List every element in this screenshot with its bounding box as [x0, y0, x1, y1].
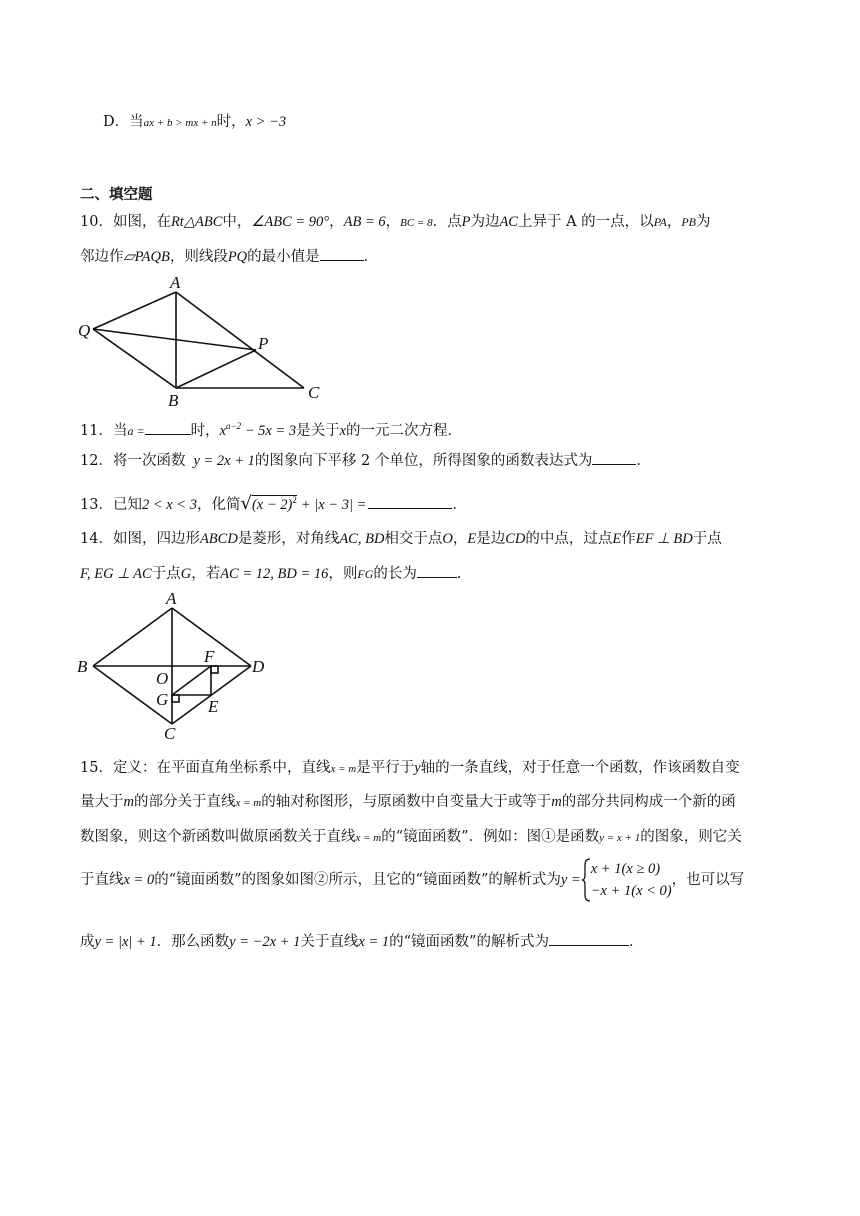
q15-text: 的轴对称图形，与原函数中自变量大于或等于 — [261, 794, 552, 810]
q13-text: ． — [452, 496, 467, 513]
label-b: B — [77, 657, 88, 676]
q10-text: ， — [329, 214, 344, 230]
q10-text: 如图，在 — [112, 214, 171, 230]
section-title: 二、填空题 — [80, 186, 153, 203]
q15-answer-blank[interactable] — [549, 931, 629, 946]
q14-line1 — [80, 529, 722, 549]
q14-text: ，则 — [328, 566, 358, 582]
option-d-label: D．当 — [103, 114, 144, 130]
q14-cd: CD — [505, 531, 526, 547]
q14-ef-perp: EF ⊥ BD — [635, 531, 693, 547]
q10-line1 — [80, 212, 710, 233]
q15-text: 于直线 — [80, 872, 124, 888]
label-q: Q — [78, 321, 91, 340]
q14-text: 于点 — [692, 531, 722, 547]
q15-cases — [591, 858, 672, 902]
q10-text: ， — [385, 214, 401, 230]
q15-case1: x + 1(x ≥ 0) — [590, 861, 661, 877]
left-brace-icon — [581, 856, 591, 904]
q11-x: x — [219, 422, 226, 439]
q14-figure — [76, 588, 276, 742]
q15-text: 是平行于 — [356, 760, 415, 776]
q15-x0: x = 0 — [123, 872, 155, 888]
q10-text: 为边 — [470, 214, 500, 230]
q14-text: 于点 — [151, 566, 181, 582]
q10-line2 — [80, 246, 378, 267]
q15-line1 — [80, 758, 740, 779]
q10-answer-blank[interactable] — [320, 246, 364, 261]
q14-abcd: ABCD — [199, 531, 238, 547]
q11-exponent: a−2 — [226, 421, 242, 431]
q13-answer-blank[interactable] — [368, 494, 452, 509]
right-angle-f — [211, 666, 218, 673]
q10-pa: PA — [653, 215, 667, 229]
label-b: B — [168, 391, 179, 410]
q14-text: ，若 — [191, 566, 221, 582]
q10-figure — [76, 272, 332, 410]
q15-text: ．那么函数 — [156, 934, 230, 950]
label-a: A — [170, 273, 181, 292]
q11-line — [80, 416, 462, 441]
label-o: O — [156, 669, 169, 688]
label-e: E — [208, 697, 219, 716]
q15-line4 — [80, 856, 744, 904]
q15-abs-function: y = |x| + 1 — [94, 934, 157, 950]
q15-text: ． — [628, 934, 644, 950]
q12-text: 的图象向下平移 2 个单位，所得图象的函数表达式为 — [254, 453, 593, 469]
q12-text: 12．将一次函数 — [80, 453, 186, 469]
label-p: P — [258, 334, 269, 353]
option-d-mid: 时， — [216, 114, 246, 130]
q11-text: 的一元二次方程． — [346, 422, 463, 439]
q10-text: ，则线段 — [169, 249, 228, 265]
q15-text: 15．定义：在平面直角坐标系中，直线 — [80, 760, 331, 776]
q13-radicand: $(x - 2)^2$ — [251, 495, 297, 513]
q10-number: 10． — [80, 214, 113, 230]
sqrt-icon: √ — [240, 492, 252, 514]
q12-function: y = 2x + 1 — [193, 453, 255, 469]
q15-text: 量大于 — [80, 794, 124, 810]
q10-text: 为 — [695, 214, 711, 230]
q10-text: 的最小值是 — [247, 249, 320, 265]
q14-text: 作 — [621, 531, 636, 547]
q15-y-equals: y = — [560, 872, 581, 888]
option-d-expr: ax + b > mx + n — [143, 117, 217, 129]
q11-a: a = — [127, 423, 145, 438]
option-d — [103, 112, 286, 133]
q15-xm: x = m — [235, 797, 262, 809]
q14-diagonals: AC, BD — [339, 531, 385, 547]
q15-xm: x = m — [330, 763, 357, 775]
q10-pb: PB — [681, 215, 696, 229]
q15-text: 的图象，则它关 — [640, 829, 742, 845]
q10-p: P — [461, 214, 471, 230]
q14-o: O — [442, 531, 453, 547]
q15-text: 轴的一条直线，对于任意一个函数，作该函数自变 — [420, 760, 740, 776]
q13-text: ，化简 — [196, 496, 241, 513]
right-angle-g — [172, 695, 179, 702]
q12-answer-blank[interactable] — [592, 450, 636, 465]
q10-text: ．点 — [432, 214, 462, 230]
q15-example-function: y = x + 1 — [599, 832, 641, 844]
q15-x1: x = 1 — [358, 934, 390, 950]
q14-text: 是边 — [476, 531, 506, 547]
label-f: F — [204, 647, 215, 666]
q14-answer-blank[interactable] — [417, 563, 457, 578]
q10-cond-ab: AB = 6 — [343, 214, 386, 230]
q10-cond-angle: ∠ABC = 90° — [251, 214, 330, 230]
q14-text: ， — [452, 531, 468, 547]
q15-text: 数图象，则这个新函数叫做原函数关于直线 — [80, 829, 356, 845]
segment-fg — [172, 666, 211, 695]
q12-text: ． — [636, 453, 651, 469]
label-d: D — [252, 657, 265, 676]
q10-text: ， — [666, 214, 682, 230]
segment-bp — [176, 350, 256, 388]
q14-text: 相交于点 — [384, 531, 443, 547]
segment-qa — [93, 292, 176, 329]
q10-text: 中， — [222, 214, 252, 230]
q14-text: 的长为 — [373, 566, 417, 582]
q15-line3 — [80, 827, 742, 848]
option-d-result: x > −3 — [245, 114, 287, 130]
q14-text: 的中点，过点 — [525, 531, 613, 547]
q14-text: 14．如图，四边形 — [80, 531, 200, 547]
q13-condition: 2 < x < 3 — [141, 496, 197, 513]
q15-text: 的“镜面函数”的图象如图②所示，且它的“镜面函数”的解析式为 — [154, 872, 561, 888]
label-a: A — [166, 589, 177, 608]
q15-line5 — [80, 931, 643, 952]
q10-triangle: Rt△ABC — [170, 214, 223, 230]
q15-y: y — [414, 760, 421, 776]
q14-values: AC = 12, BD = 16 — [220, 566, 329, 582]
q15-m: m — [123, 794, 134, 810]
q14-line2 — [80, 563, 471, 584]
q11-number: 11．当 — [80, 422, 128, 439]
q13-text: 13．已知 — [80, 496, 142, 513]
q10-text: 邻边作 — [80, 249, 124, 265]
q15-target-function: y = −2x + 1 — [229, 934, 301, 950]
q10-pq: PQ — [227, 249, 248, 265]
segment-ac — [176, 292, 304, 388]
q15-text: 的“镜面函数”的解析式为 — [389, 934, 549, 950]
q15-text: 关于直线 — [300, 934, 359, 950]
label-g: G — [156, 690, 169, 709]
q14-e: E — [612, 531, 622, 547]
q13-line — [80, 490, 467, 515]
segment-ab — [93, 608, 172, 666]
q11-text: 时， — [190, 422, 220, 439]
q15-text: 成 — [80, 934, 95, 950]
q14-fg: FG — [357, 567, 374, 581]
q11-equation: − 5x = 3 — [241, 422, 297, 439]
q10-ac: AC — [499, 214, 518, 230]
q14-text: ． — [456, 566, 472, 582]
q15-xm: x = m — [355, 832, 382, 844]
q15-text: 的部分关于直线 — [133, 794, 236, 810]
q15-text: 的“镜面函数”．例如：图①是函数 — [381, 829, 600, 845]
q15-line2 — [80, 792, 736, 813]
q10-parallelogram: ▱PAQB — [123, 249, 170, 265]
q15-text: ，也可以写 — [671, 872, 745, 888]
label-c: C — [164, 724, 176, 742]
q12-line — [80, 450, 651, 471]
q14-g: G — [180, 566, 192, 582]
q11-text: 是关于 — [296, 422, 340, 439]
q10-cond-bc: BC = 8 — [400, 217, 433, 229]
q11-answer-blank[interactable] — [145, 420, 191, 435]
q14-text: 是菱形，对角线 — [237, 531, 340, 547]
q15-case2: −x + 1(x < 0) — [590, 883, 672, 899]
q14-eg-perp: F, EG ⊥ AC — [80, 566, 152, 582]
label-c: C — [308, 383, 320, 402]
q15-m: m — [551, 794, 562, 810]
q14-e: E — [467, 531, 477, 547]
q10-text: ． — [363, 249, 379, 265]
q15-text: 的部分共同构成一个新的函 — [561, 794, 736, 810]
q13-expression: + |x − 3| = — [300, 496, 367, 513]
q11-var: x — [339, 422, 347, 439]
q10-text: 上异于 A 的一点，以 — [517, 214, 654, 230]
